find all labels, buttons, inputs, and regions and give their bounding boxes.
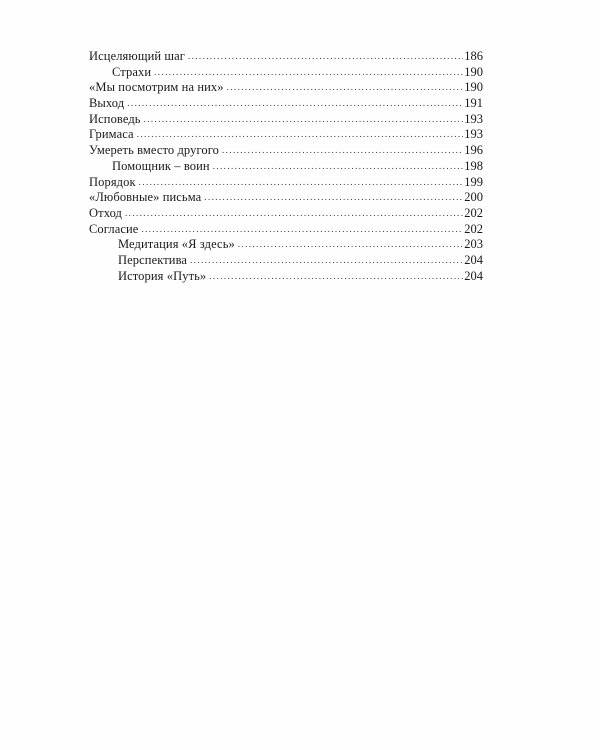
toc-entry [89, 49, 483, 65]
dot-leader [137, 127, 464, 143]
toc-entry [89, 269, 483, 285]
toc-entry-title: «Любовные» письма [89, 190, 202, 205]
dot-leader [139, 175, 464, 191]
toc-entry-page: 202 [464, 205, 483, 220]
toc-entry-page: 186 [464, 49, 483, 63]
toc-entry [89, 237, 483, 253]
toc-entry-page: 193 [464, 111, 483, 126]
toc-entry-title: Страхи [112, 64, 152, 79]
dot-leader [127, 96, 463, 112]
toc-entry-page: 202 [464, 221, 483, 236]
toc-entry [89, 143, 483, 159]
toc-entry-title: Перспектива [118, 252, 188, 267]
toc-entry [89, 127, 483, 143]
toc-entry-page: 191 [464, 96, 483, 111]
dot-leader [125, 206, 463, 222]
dot-leader [238, 237, 463, 253]
toc-entry [89, 112, 483, 128]
toc-entry [89, 80, 483, 96]
dot-leader [141, 222, 463, 238]
toc-entry-title: Умереть вместо другого [89, 143, 220, 158]
toc-entry-title: Выход [89, 96, 125, 111]
toc-entry-page: 200 [464, 190, 483, 205]
toc-entry-title: Порядок [89, 174, 136, 189]
toc-entry [89, 253, 483, 269]
toc-entry [89, 190, 483, 206]
toc-entry-title: Исцеляющий шаг [89, 49, 185, 63]
table-of-contents [89, 49, 483, 284]
dot-leader [154, 65, 463, 81]
toc-entry-page: 204 [464, 252, 483, 267]
dot-leader [209, 269, 463, 285]
dot-leader [144, 112, 464, 128]
toc-entry-page: 198 [464, 158, 483, 173]
dot-leader [188, 49, 463, 65]
toc-entry [89, 159, 483, 175]
toc-entry [89, 96, 483, 112]
dot-leader [213, 159, 464, 175]
toc-entry-title: Гримаса [89, 127, 134, 142]
toc-entry-title: Согласие [89, 221, 139, 236]
toc-entry-page: 199 [464, 174, 483, 189]
toc-entry-title: Медитация «Я здесь» [118, 237, 235, 252]
dot-leader [204, 190, 463, 206]
toc-entry-page: 203 [464, 237, 483, 252]
toc-entry [89, 175, 483, 191]
dot-leader [227, 80, 464, 96]
toc-entry-title: Исповедь [89, 111, 141, 126]
toc-entry-page: 190 [464, 80, 483, 95]
toc-entry [89, 222, 483, 238]
toc-entry-page: 196 [464, 143, 483, 158]
toc-entry-page: 190 [464, 64, 483, 79]
toc-entry-page: 193 [464, 127, 483, 142]
toc-entry-title: «Мы посмотрим на них» [89, 80, 224, 95]
toc-entry [89, 206, 483, 222]
dot-leader [190, 253, 463, 269]
toc-entry [89, 65, 483, 81]
dot-leader [222, 143, 463, 159]
toc-entry-title: Помощник – воин [112, 158, 210, 173]
toc-entry-title: Отход [89, 205, 123, 220]
toc-entry-title: История «Путь» [118, 268, 207, 283]
toc-entry-page: 204 [464, 268, 483, 283]
